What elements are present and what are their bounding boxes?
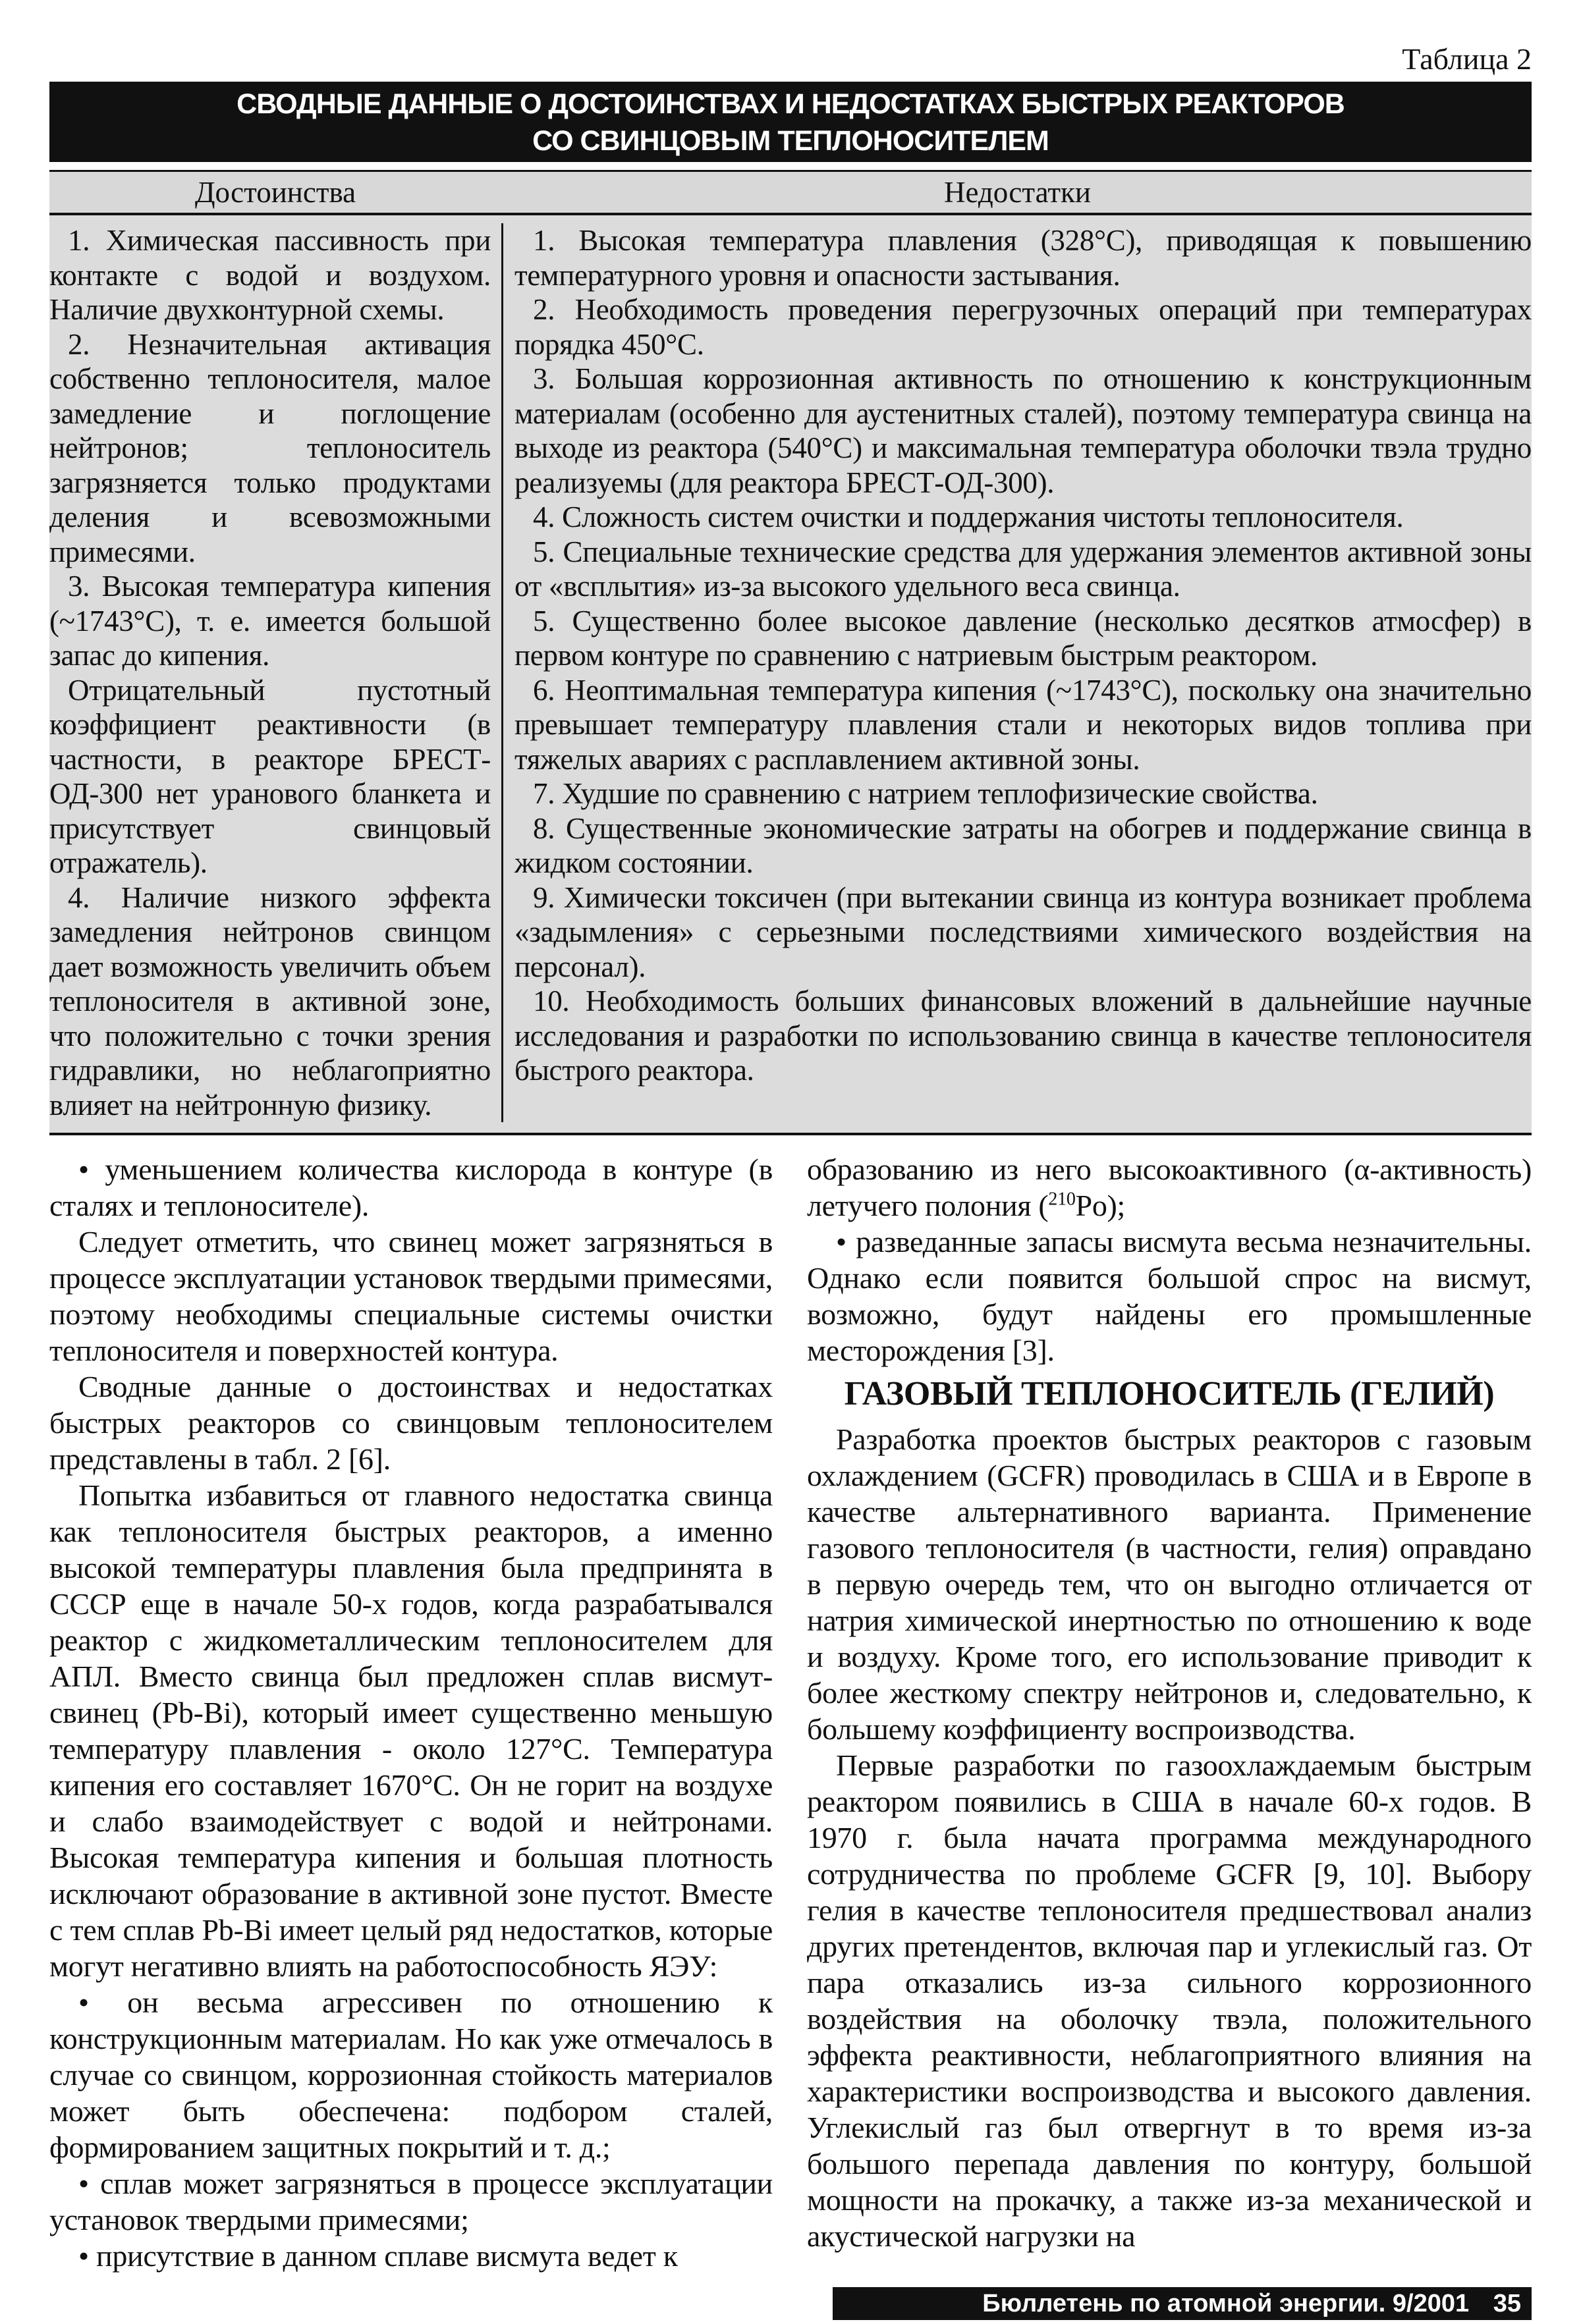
disadvantage-item: 5. Существенно более высокое давление (несколько десятков атмосфер) в первом контуре по сравнению с натриевым быстрым реактором. xyxy=(514,604,1532,672)
paragraph: • присутствие в данном сплаве висмута ведет к xyxy=(78,2239,678,2273)
paragraph: • сплав может загрязняться в процессе эксплуатации установок твердыми примесями; xyxy=(49,2167,773,2236)
advantage-item: 2. Незначительная активация собственно теплоносителя, малое замедление и поглощение нейтронов; теплоноситель загрязняется только продуктами деления и всевозможными примесями. xyxy=(49,327,491,568)
page-footer xyxy=(833,2287,1532,2320)
disadvantage-item: 6. Неоптимальная температура кипения (~1743°С), поскольку она значительно превышает температуру плавления стали и некоторых видов топлива при тяжелых авариях с расплавлением активной зоны. xyxy=(514,673,1532,776)
advantages-column xyxy=(49,223,491,1122)
disadvantage-item: 10. Необходимость больших финансовых вложений в дальнейшие научные исследования и разработки по использованию свинца в качестве теплоносителя быстрого реактора. xyxy=(514,985,1532,1087)
paragraph: • разведанные запасы висмута весьма незначительны. Однако если появится большой спрос на висмут, возможно, будут найдены его промышленные месторождения [3]. xyxy=(807,1225,1532,1367)
section-heading: ГАЗОВЫЙ ТЕПЛОНОСИТЕЛЬ (ГЕЛИЙ) xyxy=(844,1375,1495,1413)
left-text-column xyxy=(49,1151,773,2274)
text-span: Po); xyxy=(1075,1189,1126,1222)
table-title-line1: СВОДНЫЕ ДАННЫЕ О ДОСТОИНСТВАХ И НЕДОСТАТКАХ БЫСТРЫХ РЕАКТОРОВ xyxy=(236,88,1345,120)
paragraph xyxy=(807,1151,1532,1224)
disadvantages-column xyxy=(514,223,1532,1122)
right-text-column xyxy=(807,1151,1532,2274)
page xyxy=(49,0,1532,2324)
table-title xyxy=(49,82,1532,162)
disadvantage-item: 7. Худшие по сравнению с натрием теплофизические свойства. xyxy=(533,777,1318,810)
paragraph: Сводные данные о достоинствах и недостатках быстрых реакторов со свинцовым теплоносителем представлены в табл. 2 [6]. xyxy=(49,1370,773,1476)
disadvantage-item: 1. Высокая температура плавления (328°С), приводящая к повышению температурного уровня и опасности застывания. xyxy=(514,224,1532,292)
paragraph: Попытка избавиться от главного недостатка свинца как теплоносителя быстрых реакторов, а именно высокой температуры плавления была предпринята в СССР еще в начале 50-х годов, когда разрабатывался реактор с жидкометаллическим теплоносителем для АПЛ. Вместо свинца был предложен сплав висмут-свинец (Pb-Bi), который имеет существенно меньшую температуру плавления - около 127°С. Температура кипения его составляет 1670°С. Он не горит на воздухе и слабо взаимодействует с водой и нейтронами. Высокая температура кипения и большая плотность исключают образование в активной зоне пустот. Вместе с тем сплав Pb-Bi имеет целый ряд недостатков, которые могут негативно влиять на работоспособность ЯЭУ: xyxy=(49,1478,773,1983)
column-divider xyxy=(501,223,503,1122)
paragraph: • уменьшением количества кислорода в контуре (в сталях и теплоносителе). xyxy=(49,1152,773,1222)
body-columns xyxy=(49,1151,1532,2274)
advantage-item: Отрицательный пустотный коэффициент реактивности (в частности, в реакторе БРЕСТ-ОД-300 нет уранового бланкета и присутствует свинцовый отражатель). xyxy=(49,673,491,879)
table-body xyxy=(49,215,1532,1135)
text-span: образованию из него высокоактивного (α-активность) летучего полония ( xyxy=(807,1152,1532,1222)
advantage-item: 4. Наличие низкого эффекта замедления нейтронов свинцом дает возможность увеличить объем теплоносителя в активной зоне, что положительно с точки зрения гидравлики, но неблагоприятно влияет на нейтронную физику. xyxy=(49,880,491,1121)
header-advantages: Достоинства xyxy=(194,176,356,209)
advantage-item: 3. Высокая температура кипения (~1743°С), т. е. имеется большой запас до кипения. xyxy=(49,570,491,672)
disadvantage-item: 8. Существенные экономические затраты на обогрев и поддержание свинца в жидком состоянии. xyxy=(514,811,1532,879)
page-number: 35 xyxy=(1493,2290,1521,2317)
paragraph: Первые разработки по газоохлаждаемым быстрым реактором появились в США в начале 60-х годов. В 1970 г. была начата программа международного сотрудничества по проблеме GCFR [9, 10]. Выбору гелия в качестве теплоносителя предшествовал анализ других претендентов, включая пар и углекислый газ. От пара отказались из-за сильного коррозионного воздействия на оболочку твэла, положительного эффекта реактивности, неблагоприятного влияния на характеристики воспроизводства и высокого давления. Углекислый газ был отвергнут в то время из-за большого перепада давления по контуру, большой мощности на прокачку, а также из-за механической и акустической нагрузки на xyxy=(807,1748,1532,2253)
table-number: Таблица 2 xyxy=(1402,42,1532,76)
disadvantage-item: 2. Необходимость проведения перегрузочных операций при температурах порядка 450°С. xyxy=(514,293,1532,361)
paragraph: Разработка проектов быстрых реакторов с газовым охлаждением (GCFR) проводилась в США и в Европе в качестве альтернативного варианта. Применение газового теплоносителя (в частности, гелия) оправдано в первую очередь тем, что он выгодно отличается от натрия химической инертностью по отношению к воде и воздуху. Кроме того, его использование приводит к более жесткому спектру нейтронов и, следовательно, к большему коэффициенту воспроизводства. xyxy=(807,1422,1532,1746)
disadvantage-item: 9. Химически токсичен (при вытекании свинца из контура возникает проблема «задымления» с серьезными последствиями химического воздействия на персонал). xyxy=(514,880,1532,983)
disadvantage-item: 3. Большая коррозионная активность по отношению к конструкционным материалам (особенно для аустенитных сталей), поэтому температура свинца на выходе из реактора (540°С) и максимальная температура оболочки твэла трудно реализуемы (для реактора БРЕСТ-ОД-300). xyxy=(514,362,1532,499)
journal-name: Бюллетень по атомной энергии. 9/2001 xyxy=(982,2290,1470,2317)
disadvantage-item: 5. Специальные технические средства для удержания элементов активной зоны от «всплытия» из-за высокого удельного веса свинца. xyxy=(514,535,1532,603)
table-title-line2: СО СВИНЦОВЫМ ТЕПЛОНОСИТЕЛЕМ xyxy=(532,125,1049,157)
advantage-item: 1. Химическая пассивность при контакте с водой и воздухом. Наличие двухконтурной схемы. xyxy=(49,224,491,326)
disadvantage-item: 4. Сложность систем очистки и поддержания чистоты теплоносителя. xyxy=(533,500,1404,533)
header-disadvantages: Недостатки xyxy=(943,176,1091,209)
paragraph: Следует отметить, что свинец может загрязняться в процессе эксплуатации установок твердыми примесями, поэтому необходимы специальные системы очистки теплоносителя и поверхностей контура. xyxy=(49,1225,773,1367)
table-header xyxy=(49,170,1532,215)
paragraph: • он весьма агрессивен по отношению к конструкционным материалам. Но как уже отмечалось в случае со свинцом, коррозионная стойкость материалов может быть обеспечена: подбором сталей, формированием защитных покрытий и т. д.; xyxy=(49,1986,773,2164)
superscript: 210 xyxy=(1048,1189,1076,1210)
